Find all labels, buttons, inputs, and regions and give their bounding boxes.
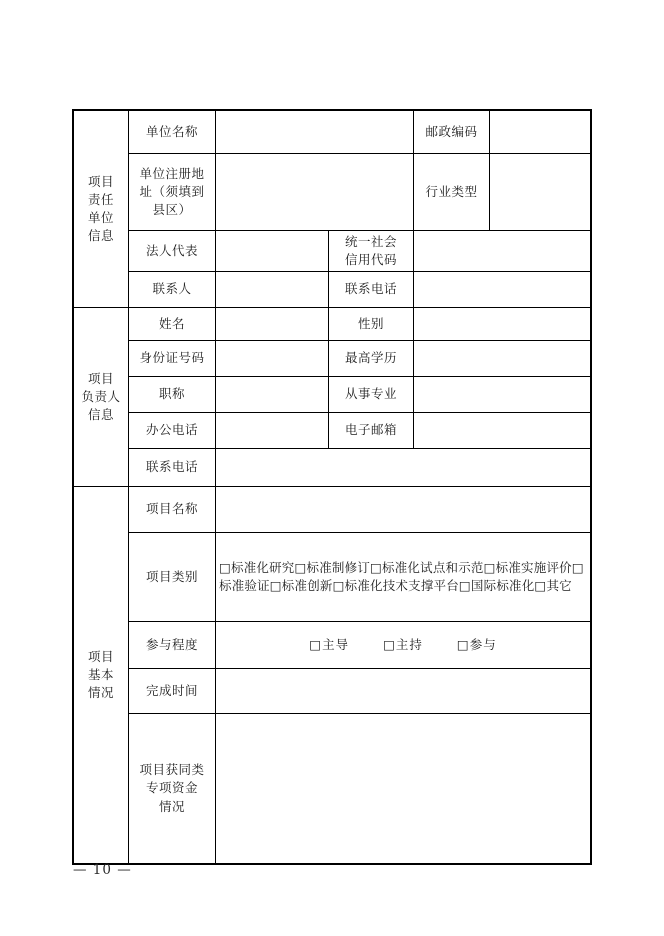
- section-label-responsible-unit: [74, 111, 129, 308]
- field-value-name[interactable]: [216, 308, 329, 341]
- field-label-credit-code: [329, 231, 414, 272]
- field-value-contact-person[interactable]: [216, 272, 329, 308]
- field-value-office-phone[interactable]: [216, 413, 329, 449]
- table-row: [74, 449, 591, 487]
- table-row: [74, 622, 591, 669]
- field-value-industry-type[interactable]: [490, 154, 591, 231]
- table-row: [74, 413, 591, 449]
- checkbox-option-host[interactable]: [383, 637, 423, 652]
- checkbox-option-lead[interactable]: [309, 637, 349, 652]
- field-value-same-category-funding[interactable]: [216, 714, 591, 864]
- field-value-credit-code[interactable]: [414, 231, 591, 272]
- field-label-postal-code: 邮政编码: [414, 111, 490, 154]
- section-label-line: 情况: [87, 685, 114, 701]
- table-row: [74, 111, 591, 154]
- field-label-legal-representative: 法人代表: [129, 231, 216, 272]
- field-label-line: 信用代码: [344, 252, 397, 267]
- section-label-project-basics: [74, 487, 129, 864]
- field-value-major[interactable]: [414, 377, 591, 413]
- checkbox-option-label: 主持: [395, 636, 423, 652]
- field-label-registered-address: [129, 154, 216, 231]
- field-label-leader-contact-phone: 联系电话: [129, 449, 216, 487]
- field-value-highest-education[interactable]: [414, 341, 591, 377]
- field-value-project-name[interactable]: [216, 487, 591, 533]
- field-label-industry-type: 行业类型: [414, 154, 490, 231]
- field-label-email: 电子邮箱: [329, 413, 414, 449]
- checkbox-option-join[interactable]: [457, 637, 497, 652]
- field-label-gender: 性别: [329, 308, 414, 341]
- table-row: [74, 154, 591, 231]
- field-label-participation-degree: 参与程度: [129, 622, 216, 669]
- field-value-email[interactable]: [414, 413, 591, 449]
- field-label-project-name: 项目名称: [129, 487, 216, 533]
- field-value-unit-contact-phone[interactable]: [414, 272, 591, 308]
- field-label-unit-contact-phone: 联系电话: [329, 272, 414, 308]
- table-row: [74, 669, 591, 714]
- field-label-line: 情况: [158, 798, 185, 814]
- section-label-line: 责任: [87, 191, 114, 207]
- checkbox-icon: □: [383, 636, 396, 652]
- checkbox-icon: □: [309, 636, 323, 652]
- section-label-line: 信息: [87, 407, 114, 423]
- page-footer: — 10 —: [73, 862, 132, 878]
- field-label-same-category-funding: [129, 714, 216, 864]
- field-value-legal-representative[interactable]: [216, 231, 329, 272]
- field-value-unit-name[interactable]: [216, 111, 414, 154]
- field-label-name: 姓名: [129, 308, 216, 341]
- field-label-line: 统一社会: [344, 233, 397, 249]
- field-label-job-title: 职称: [129, 377, 216, 413]
- table-row: [74, 377, 591, 413]
- field-label-highest-education: 最高学历: [329, 341, 414, 377]
- table-row: [74, 714, 591, 864]
- project-application-form-table: [73, 110, 591, 864]
- section-label-line: 项目: [87, 173, 114, 189]
- field-value-id-number[interactable]: [216, 341, 329, 377]
- section-label-line: 项目: [87, 370, 114, 386]
- checkbox-icon: □: [456, 636, 470, 652]
- field-label-project-category: 项目类别: [129, 533, 216, 622]
- field-value-project-category-checkbox-group[interactable]: □标准化研究□标准制修订□标准化试点和示范□标准实施评价□标准验证□标准创新□标准化技术支撑平台□国际标准化□其它: [216, 533, 591, 622]
- field-label-line: 项目获同类: [139, 762, 205, 778]
- field-value-gender[interactable]: [414, 308, 591, 341]
- field-value-postal-code[interactable]: [490, 111, 591, 154]
- section-label-line: 信息: [87, 228, 114, 244]
- section-label-line: 项目: [87, 648, 114, 664]
- section-label-line: 负责人: [81, 388, 121, 404]
- field-value-registered-address[interactable]: [216, 154, 414, 231]
- field-label-office-phone: 办公电话: [129, 413, 216, 449]
- table-row: [74, 487, 591, 533]
- field-label-contact-person: 联系人: [129, 272, 216, 308]
- field-label-id-number: 身份证号码: [129, 341, 216, 377]
- field-label-major: 从事专业: [329, 377, 414, 413]
- section-label-line: 基本: [87, 666, 114, 682]
- table-row: [74, 272, 591, 308]
- table-row: [74, 341, 591, 377]
- table-row: [74, 231, 591, 272]
- table-row: [74, 533, 591, 622]
- section-label-project-leader: [74, 308, 129, 487]
- checkbox-option-label: 参与: [469, 636, 497, 652]
- field-value-completion-time[interactable]: [216, 669, 591, 714]
- field-value-leader-contact-phone[interactable]: [216, 449, 591, 487]
- field-value-job-title[interactable]: [216, 377, 329, 413]
- field-label-unit-name: 单位名称: [129, 111, 216, 154]
- field-label-line: 县区）: [152, 202, 192, 218]
- field-value-participation-degree-group: [216, 622, 591, 669]
- field-label-line: 专项资金: [145, 780, 198, 796]
- table-row: [74, 308, 591, 341]
- section-label-line: 单位: [87, 210, 114, 225]
- field-label-line: 址（须填到: [139, 183, 205, 199]
- checkbox-option-label: 主导: [322, 636, 350, 652]
- field-label-line: 单位注册地: [139, 165, 205, 181]
- field-label-completion-time: 完成时间: [129, 669, 216, 714]
